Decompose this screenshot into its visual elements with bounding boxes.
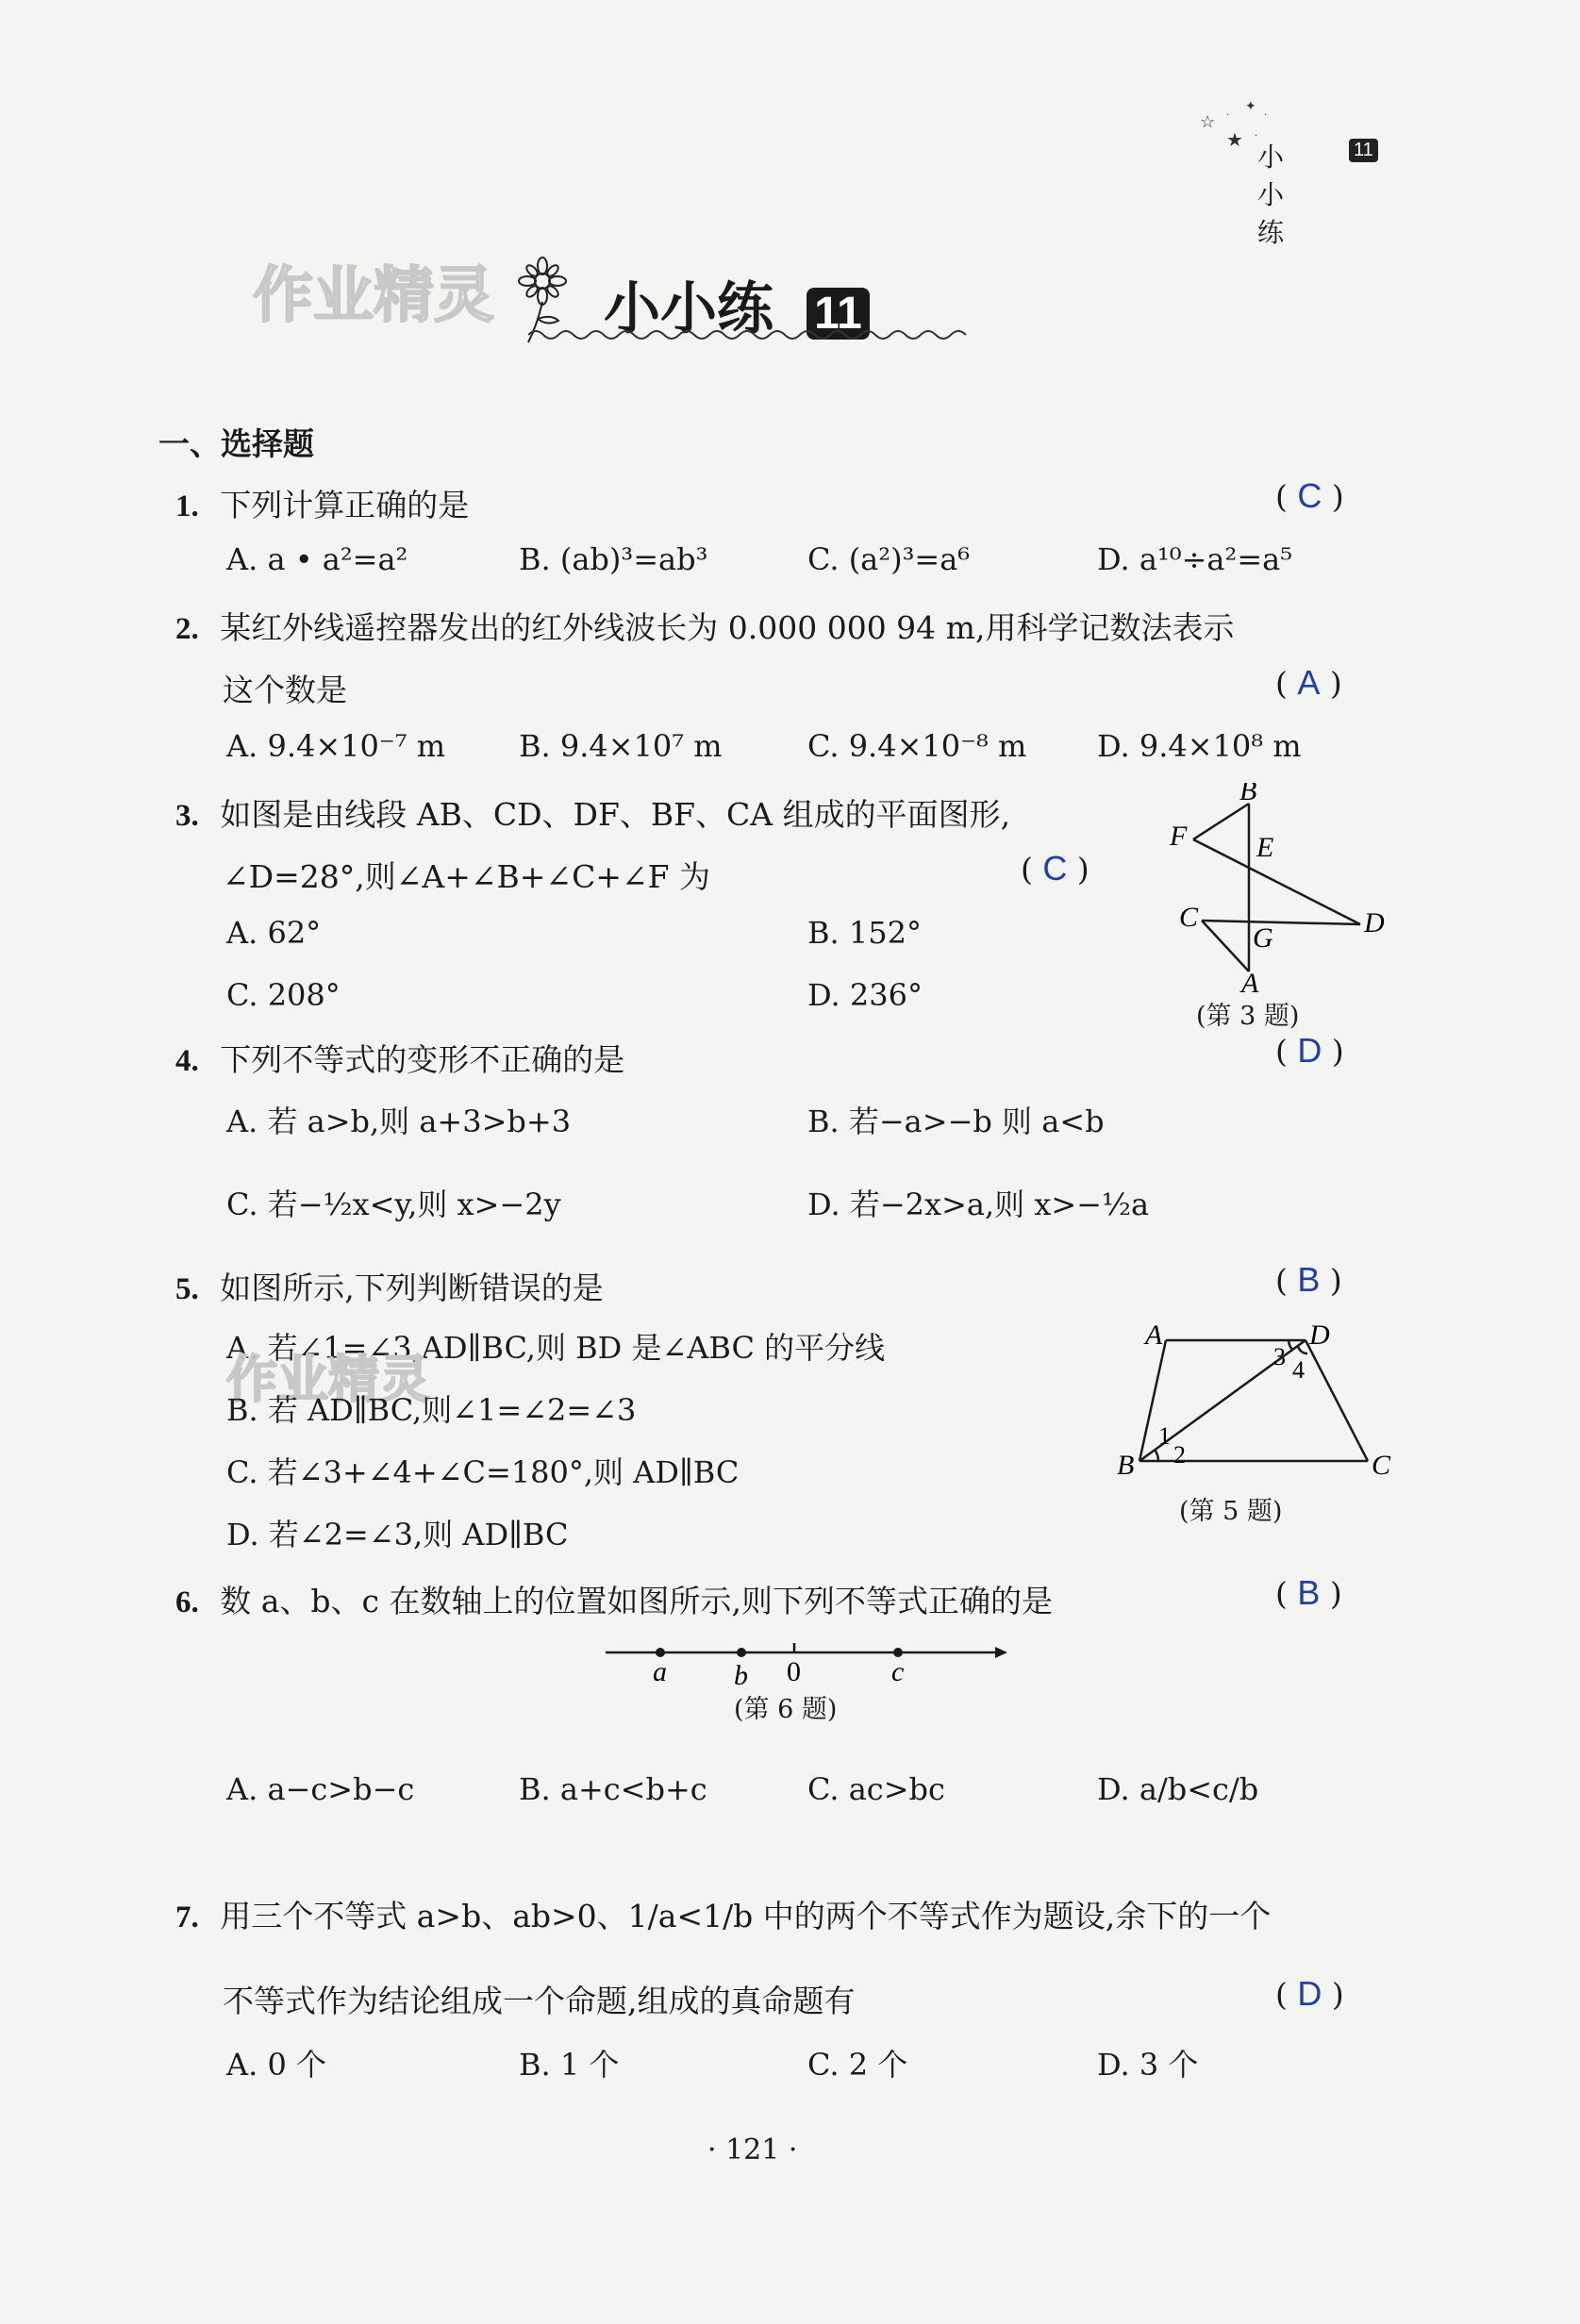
question-text: 用三个不等式 a>b、ab>0、1/a<1/b 中的两个不等式作为题设,余下的一个 [220,1898,1272,1934]
question-text: 如图所示,下列判断错误的是 [220,1270,604,1306]
option-5a: A. 若∠1=∠3,AD∥BC,则 BD 是∠ABC 的平分线 [226,1330,886,1366]
option-1d: D. a¹⁰÷a²=a⁵ [1097,541,1293,577]
answer-5: ( B ) [1275,1260,1342,1299]
answer-value: B [1297,1260,1321,1299]
question-number: 7. [175,1901,199,1934]
point-f-label: F [1170,821,1188,852]
svg-text:·: · [1264,110,1268,121]
option-4d: D. 若−2x>a,则 x>−½a [807,1187,1150,1222]
point-c-label: C [1179,902,1199,933]
question-text: 下列不等式的变形不正确的是 [220,1041,625,1078]
angle-4-label: 4 [1292,1356,1305,1384]
option-5d: D. 若∠2=∠3,则 AD∥BC [226,1517,569,1552]
question-number: 1. [175,490,199,523]
title-badge: 11 [807,288,870,340]
answer-4: ( D ) [1275,1031,1344,1070]
option-1b: B. (ab)³=ab³ [519,541,708,577]
point-b-label: B [1117,1450,1135,1481]
answer-2: ( A ) [1275,663,1342,702]
question-text: 如图是由线段 AB、CD、DF、BF、CA 组成的平面图形, [220,796,1011,833]
question-3-line2: ∠D=28°,则∠A+∠B+∠C+∠F 为 [223,858,711,895]
answer-6: ( B ) [1275,1573,1342,1612]
option-6a: A. a−c>b−c [226,1771,415,1807]
question-3 [175,790,1010,835]
answer-1: ( C ) [1275,476,1344,515]
point-e-label: E [1256,832,1274,863]
option-4b: B. 若−a>−b 则 a<b [807,1104,1105,1139]
point-c-label: c [891,1656,905,1687]
option-3a: A. 62° [226,915,322,951]
body-watermark: 作业精灵 [226,1350,430,1409]
point-d-label: D [1309,1320,1330,1351]
stars-decoration-icon [1198,99,1302,156]
option-7a: A. 0 个 [226,2047,326,2083]
question-number: 2. [175,612,199,646]
question-text: 某红外线遥控器发出的红外线波长为 0.000 000 94 m,用科学记数法表示 [220,609,1235,646]
answer-value: B [1297,1573,1321,1612]
wavy-underline [528,325,972,344]
page-number: · 121 · [707,2133,798,2166]
option-3c: C. 208° [226,977,341,1013]
option-4a: A. 若 a>b,则 a+3>b+3 [226,1104,572,1139]
figure-3-diagram [1170,783,1396,1000]
option-7d: D. 3 个 [1097,2047,1199,2083]
option-6b: B. a+c<b+c [519,1771,707,1807]
option-7b: B. 1 个 [519,2047,620,2083]
answer-value: D [1297,1031,1322,1070]
question-4 [175,1036,624,1080]
point-a-label: A [1241,968,1259,999]
svg-text:★: ★ [1226,128,1243,151]
question-5 [175,1264,604,1308]
question-number: 6. [175,1585,199,1619]
answer-value: C [1297,476,1322,515]
question-number: 4. [175,1044,199,1078]
svg-text:☆: ☆ [1200,112,1216,132]
header-text: 小小练 [1257,141,1285,248]
question-2 [175,604,1234,648]
option-5c: C. 若∠3+∠4+∠C=180°,则 AD∥BC [226,1454,740,1490]
question-6 [175,1577,1053,1621]
answer-value: C [1042,849,1068,888]
question-1 [175,481,469,525]
option-1c: C. (a²)³=a⁶ [807,541,971,577]
title-text: 小小练 [604,276,773,342]
figure-3-caption: (第 3 题) [1196,1002,1300,1031]
title-watermark: 作业精灵 [253,261,494,331]
section-heading: 一、选择题 [158,425,314,462]
option-3d: D. 236° [807,977,923,1013]
option-7c: C. 2 个 [807,2047,908,2083]
figure-5-diagram [1104,1316,1405,1486]
point-b-label: B [1239,783,1257,806]
header-badge: 11 [1349,139,1378,162]
option-6d: D. a/b<c/b [1097,1771,1259,1807]
figure-6-number-line [604,1632,1009,1688]
svg-text:·: · [1255,131,1258,141]
option-2d: D. 9.4×10⁸ m [1097,728,1302,764]
point-c-label: C [1372,1450,1391,1481]
option-1a: A. a • a²=a² [226,541,408,577]
answer-value: D [1297,1974,1322,2013]
option-2c: C. 9.4×10⁻⁸ m [807,728,1027,764]
question-7-line2: 不等式作为结论组成一个命题,组成的真命题有 [223,1983,856,2019]
zero-label: 0 [787,1656,801,1687]
point-d-label: D [1364,907,1385,938]
option-6c: C. ac>bc [807,1771,945,1807]
question-text: 数 a、b、c 在数轴上的位置如图所示,则下列不等式正确的是 [220,1583,1053,1619]
question-2-line2: 这个数是 [223,672,347,708]
angle-3-label: 3 [1273,1343,1286,1370]
question-number: 5. [175,1272,199,1306]
option-3b: B. 152° [807,915,922,951]
angle-2-label: 2 [1173,1441,1186,1469]
svg-text:✦: ✦ [1245,99,1256,114]
point-a-label: A [1145,1320,1163,1351]
question-text: 下列计算正确的是 [220,487,470,523]
question-number: 3. [175,799,199,833]
figure-6-caption: (第 6 题) [734,1695,838,1724]
answer-value: A [1297,663,1321,702]
option-5b: B. 若 AD∥BC,则∠1=∠2=∠3 [226,1392,637,1428]
point-a-label: a [653,1656,667,1687]
point-b-label: b [734,1660,748,1688]
option-2a: A. 9.4×10⁻⁷ m [226,728,446,764]
figure-5-caption: (第 5 题) [1179,1497,1283,1526]
question-7 [175,1892,1271,1936]
svg-text:·: · [1226,110,1230,121]
option-4c: C. 若−½x<y,则 x>−2y [226,1187,561,1222]
answer-7: ( D ) [1275,1974,1344,2013]
angle-1-label: 1 [1158,1422,1171,1450]
option-2b: B. 9.4×10⁷ m [519,728,723,764]
point-g-label: G [1253,922,1273,954]
answer-3: ( C ) [1021,849,1089,888]
